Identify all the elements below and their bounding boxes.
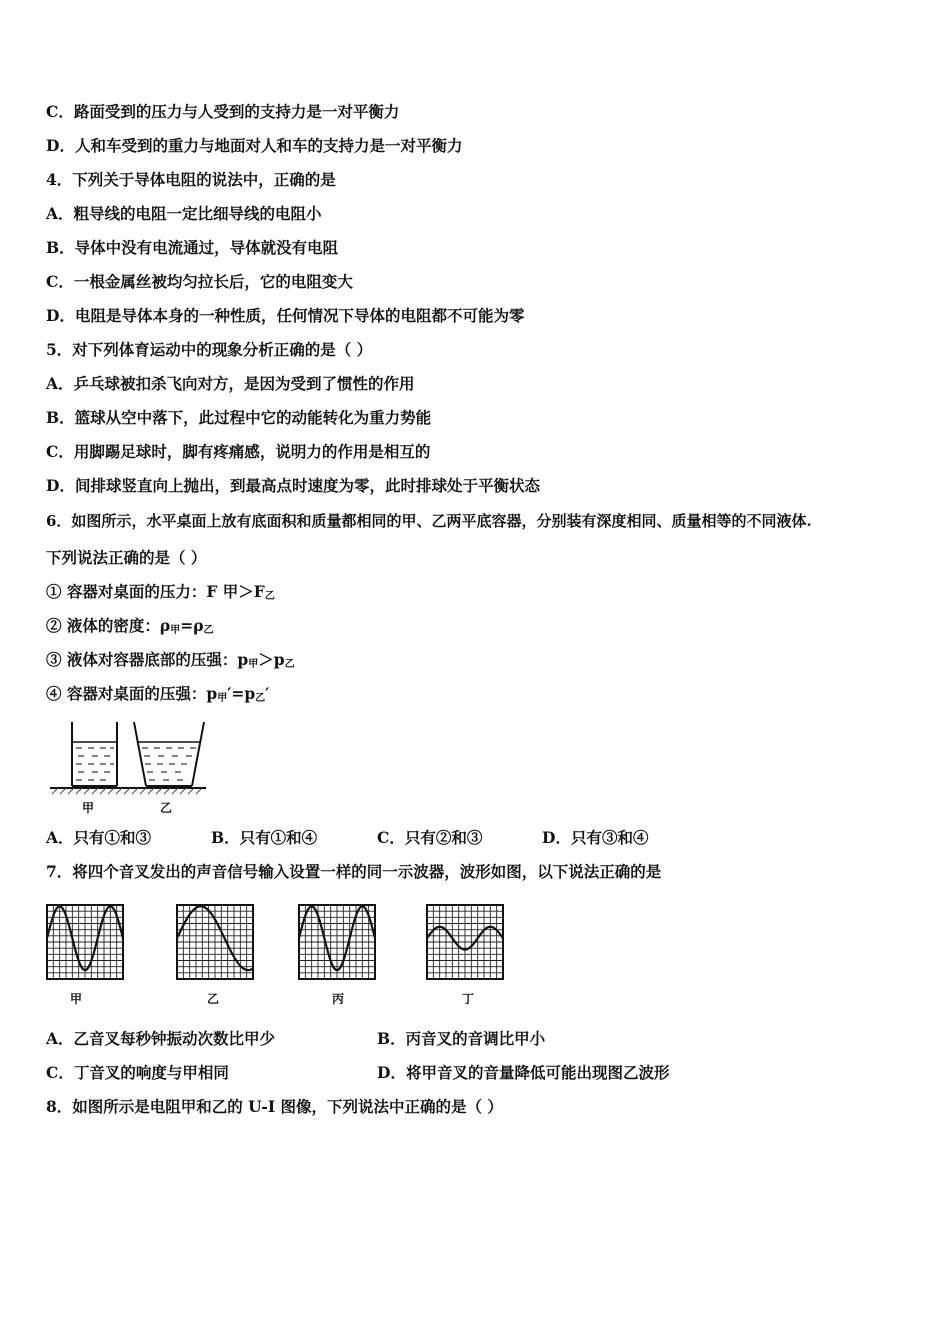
q3-option-c: C．路面受到的压力与人受到的支持力是一对平衡力 xyxy=(46,102,400,121)
oscilloscope-jia xyxy=(46,904,124,984)
q6-statement-3 xyxy=(46,650,295,675)
q7-label-jia: 甲 xyxy=(69,992,82,1006)
container-jia xyxy=(72,722,117,786)
q7-option-d: D．将甲音叉的音量降低可能出现图乙波形 xyxy=(377,1063,670,1082)
q6-statement-3-mid: ＞p xyxy=(258,650,285,669)
q6-statement-2-text: ② 液体的密度：ρ xyxy=(46,616,171,635)
q6-stem-line1: 6．如图所示，水平桌面上放有底面积和质量都相同的甲、乙两平底容器，分别装有深度相同、质量相等的不同液体. xyxy=(46,512,812,530)
q4-stem: 4．下列关于导体电阻的说法中，正确的是 xyxy=(46,170,336,189)
q7-label-ding: 丁 xyxy=(461,992,474,1006)
q6-statement-4-end: ′ xyxy=(265,684,270,703)
q5-option-d: D．间排球竖直向上抛出，到最高点时速度为零，此时排球处于平衡状态 xyxy=(46,476,540,495)
q6-label-jia: 甲 xyxy=(81,801,94,815)
q6-label-yi: 乙 xyxy=(159,801,172,815)
q6-statement-1-sub: 乙 xyxy=(264,591,275,602)
q6-option-c: C．只有②和③ xyxy=(377,828,483,847)
q5-stem: 5．对下列体育运动中的现象分析正确的是（ ） xyxy=(46,340,373,359)
q6-option-b: B．只有①和④ xyxy=(211,828,318,847)
q4-option-a: A．粗导线的电阻一定比细导线的电阻小 xyxy=(46,204,322,223)
q6-option-d: D．只有③和④ xyxy=(542,828,649,847)
oscilloscope-screen xyxy=(46,904,124,980)
q6-statement-3-sub1: 甲 xyxy=(248,659,259,670)
q4-option-b: B．导体中没有电流通过，导体就没有电阻 xyxy=(46,238,339,257)
q6-statement-4-sub1: 甲 xyxy=(217,693,228,704)
q7-option-c: C．丁音叉的响度与甲相同 xyxy=(46,1063,229,1082)
q7-option-b: B．丙音叉的音调比甲小 xyxy=(377,1029,546,1048)
q8-stem: 8．如图所示是电阻甲和乙的 U-I 图像，下列说法中正确的是（ ） xyxy=(46,1097,503,1116)
q4-option-c: C．一根金属丝被均匀拉长后，它的电阻变大 xyxy=(46,272,353,291)
q7-label-bing: 丙 xyxy=(331,992,344,1006)
q3-option-d: D．人和车受到的重力与地面对人和车的支持力是一对平衡力 xyxy=(46,136,463,155)
q6-option-a: A．只有①和③ xyxy=(46,828,152,847)
q6-statement-3-text: ③ 液体对容器底部的压强：p xyxy=(46,650,249,669)
q5-option-c: C．用脚踢足球时，脚有疼痛感，说明力的作用是相互的 xyxy=(46,442,431,461)
q6-statement-2-sub1: 甲 xyxy=(170,625,181,636)
oscilloscope-screen xyxy=(176,904,254,980)
oscilloscope-screen xyxy=(298,904,376,980)
oscilloscope-ding xyxy=(426,904,504,984)
q6-stem-line2: 下列说法正确的是（ ） xyxy=(46,548,207,567)
q7-option-a: A．乙音叉每秒钟振动次数比甲少 xyxy=(46,1029,276,1048)
q7-label-yi: 乙 xyxy=(206,992,219,1006)
q6-statement-4-mid: ′=p xyxy=(227,684,256,703)
oscilloscope-yi xyxy=(176,904,254,984)
q7-stem: 7．将四个音叉发出的声音信号输入设置一样的同一示波器，波形如图，以下说法正确的是 xyxy=(46,862,662,881)
q4-option-d: D．电阻是导体本身的一种性质，任何情况下导体的电阻都不可能为零 xyxy=(46,306,525,325)
q6-statement-4 xyxy=(46,684,269,709)
oscilloscope-bing xyxy=(298,904,376,984)
q5-option-b: B．篮球从空中落下，此过程中它的动能转化为重力势能 xyxy=(46,408,432,427)
oscilloscope-screen xyxy=(426,904,504,980)
q6-statement-3-sub2: 乙 xyxy=(284,659,295,670)
q6-statement-1 xyxy=(46,582,275,607)
q6-statement-2-sub2: 乙 xyxy=(203,625,214,636)
q6-statement-2-mid: =ρ xyxy=(180,616,204,635)
q5-option-a: A．乒乓球被扣杀飞向对方，是因为受到了惯性的作用 xyxy=(46,374,415,393)
q6-statement-1-text: ① 容器对桌面的压力：F 甲＞F xyxy=(46,582,265,601)
container-yi xyxy=(134,722,204,786)
q6-statement-2 xyxy=(46,616,214,641)
q6-statement-4-sub2: 乙 xyxy=(255,693,266,704)
q6-statement-4-text: ④ 容器对桌面的压强：p xyxy=(46,684,218,703)
table-surface xyxy=(50,788,206,794)
